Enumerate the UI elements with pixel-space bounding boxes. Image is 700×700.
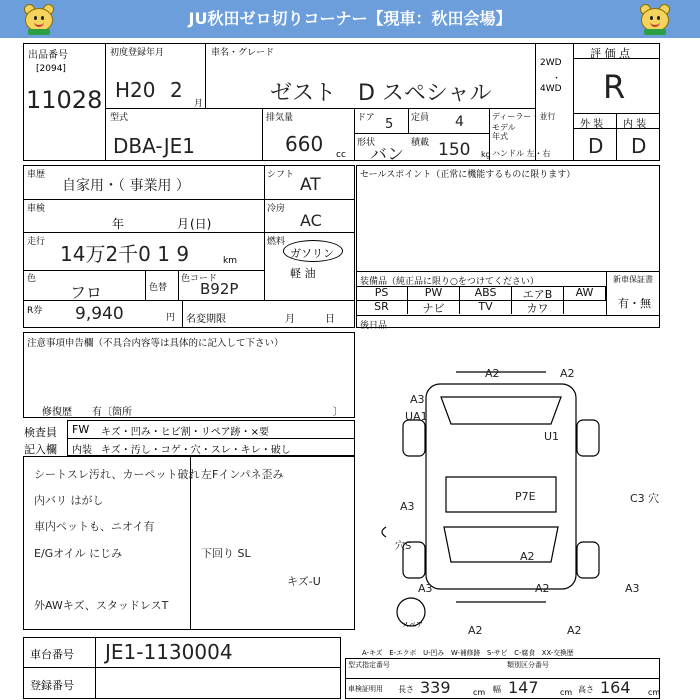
chassis-value: JE1-1130004	[105, 640, 233, 664]
warranty-value: 有・無	[618, 297, 651, 310]
recycle-unit: 円	[166, 313, 176, 323]
spec-type-label: 型式指定番号	[348, 661, 390, 669]
diagram-mark-13: A2	[567, 624, 582, 637]
color-label: 色	[27, 274, 37, 284]
fuel-gas: ガソリン	[290, 247, 334, 260]
inspection-year: 年	[112, 217, 125, 231]
nameplate-month: 月	[285, 314, 295, 325]
rating-label: 評 価 点	[590, 47, 630, 60]
dealer-label: ディーラー・並行	[492, 112, 556, 121]
equipment-label: 装備品（純正品に限り○をつけてください）	[360, 277, 539, 287]
displacement-unit: cc	[336, 150, 346, 160]
spare-label: スペア	[402, 621, 423, 629]
interior-label: 内 装	[623, 119, 647, 130]
diagram-mark-10: A2	[535, 582, 550, 595]
first-reg-month: 2	[170, 78, 183, 102]
year-label: 年式	[492, 132, 508, 141]
spec-width: 147	[508, 678, 539, 697]
remark-left-2: 内バリ はがし	[34, 494, 104, 507]
handle-label: ハンドル 左・右	[492, 149, 551, 158]
first-reg-value: H20	[115, 78, 156, 102]
repair-value: 有〔箇所	[92, 407, 132, 418]
history-value: 自家用・（ 事業用 ）	[62, 178, 190, 194]
fuel-gas-circle	[283, 240, 343, 262]
check-row-1: キズ・凹み・ヒビ割・リペア跡・×要	[101, 427, 269, 438]
nameplate-day: 日	[325, 314, 335, 325]
mileage-unit: km	[223, 256, 237, 266]
spec-length-label: 長さ	[398, 685, 414, 694]
lot-number: 11028	[26, 86, 103, 114]
name-label: 車名・グレード	[211, 48, 275, 58]
equipment-item-b-2: ナビ	[408, 300, 460, 314]
remark-left-5: 外AWキズ、スタッドレスT	[34, 599, 169, 612]
equipment-item-5: AW	[564, 286, 606, 300]
reg-no-label: 登録番号	[30, 679, 74, 692]
equipment-item-2: PW	[408, 286, 460, 300]
spec-class-label: 類別区分番号	[507, 661, 549, 669]
check-fw: FW	[72, 423, 90, 436]
diagram-mark-8: C3 穴	[630, 492, 660, 505]
diagram-mark-6: A3	[400, 500, 415, 513]
aircon-label: 冷房	[267, 204, 286, 214]
diagram-mark-12: A2	[468, 624, 483, 637]
aircon-value: AC	[300, 211, 322, 230]
model-value: DBA-JE1	[113, 134, 195, 158]
damage-legend: A-キズ E-エクボ U-凹み W-補修跡 S-サビ C-腐食 XX-交換歴	[362, 649, 574, 657]
diagram-mark-5: U1	[544, 430, 560, 443]
spec-cert-label: 車検証明用	[348, 685, 383, 693]
drive-4wd: 4WD	[540, 84, 562, 94]
mileage-label: 走行	[27, 237, 46, 247]
spec-length-unit: cm	[473, 688, 486, 697]
interior-value: D	[631, 134, 647, 158]
capacity-label: 定員	[411, 113, 430, 123]
lot-code: [2094]	[36, 64, 66, 74]
shift-value: AT	[300, 175, 321, 195]
notes-label: 注意事項申告欄（不具合内容等は具体的に記入して下さい）	[27, 338, 284, 349]
load-label: 積載	[411, 138, 430, 148]
spec-height-unit: cm	[648, 688, 661, 697]
color-value: フロ	[70, 283, 103, 302]
page-title: JU秋田ゼロ切りコーナー【現車：秋田会場】	[188, 9, 512, 28]
inspector-label: 検査員	[24, 426, 57, 439]
model-year-label: モデル	[492, 123, 516, 132]
diagram-mark-7: P7E	[515, 490, 536, 503]
diagram-mark-9: A3	[418, 582, 433, 595]
color-code: B92P	[200, 280, 239, 298]
warranty-label: 新車保証書	[613, 275, 653, 284]
lot-label: 出品番号	[28, 50, 68, 61]
load-value: 150	[438, 140, 471, 160]
first-reg-month-unit: 月	[194, 99, 204, 109]
equipment-row-2	[356, 300, 606, 314]
check-row-2-label: 内装	[72, 445, 92, 456]
inspection-month: 月	[177, 217, 190, 231]
spec-height: 164	[600, 678, 631, 697]
diagram-mark-3: A3	[410, 393, 425, 406]
chassis-label: 車台番号	[30, 648, 74, 661]
fuel-label: 燃料	[267, 237, 286, 247]
diagram-mark-15: A2	[520, 550, 535, 563]
check-row-2: キズ・汚し・コゲ・穴・スレ・キレ・破し	[101, 445, 291, 456]
mascot-bear-icon-right	[638, 2, 672, 36]
equipment-item-1: PS	[356, 286, 408, 300]
load-unit: kg	[481, 150, 491, 159]
diagram-mark-4: UA1	[405, 410, 428, 423]
equipment-item-b-3: TV	[460, 300, 512, 314]
sales-point-label: セールスポイント（正常に機能するものに限ります）	[360, 170, 576, 180]
fuel-diesel: 軽 油	[290, 267, 316, 280]
mileage-value: 14万2千0 1 9	[60, 242, 190, 266]
remark-left-1: シートスレ汚れ、カーペット破れ	[34, 468, 200, 481]
spec-length: 339	[420, 678, 451, 697]
first-reg-label: 初度登録年月	[110, 48, 165, 58]
capacity-value: 4	[455, 114, 464, 130]
recycle-value: 9,940	[75, 304, 124, 324]
equipment-item-4: エアB	[512, 286, 564, 300]
drive-dot: ・	[552, 74, 562, 84]
diagram-mark-2: A2	[560, 367, 575, 380]
remark-right-2: 下回り SL	[201, 547, 251, 560]
remark-left-3: 車内ペットも、ニオイ有	[34, 520, 155, 533]
inspection-label: 車検	[27, 204, 46, 214]
equipment-item-b-4: カワ	[512, 300, 564, 314]
inspection-day: (日)	[190, 217, 212, 231]
door-label: ドア	[357, 113, 375, 123]
shape-label: 形状	[357, 138, 376, 148]
drive-2wd: 2WD	[540, 58, 562, 68]
history-label: 車歴	[27, 170, 46, 180]
spec-width-label: 幅	[493, 685, 501, 694]
recycle-label: R券	[27, 306, 43, 316]
equipment-row-1	[356, 286, 606, 300]
door-value: 5	[385, 117, 394, 132]
diagram-mark-11: A3	[625, 582, 640, 595]
repair-end: 〕	[333, 407, 343, 418]
remark-right-1: 左Fインパネ歪み	[201, 468, 284, 481]
equipment-other-label: 後日品	[360, 321, 388, 331]
shape-value: バン	[370, 145, 404, 165]
spec-height-label: 高さ	[578, 685, 594, 694]
spec-width-unit: cm	[560, 688, 573, 697]
remark-left-4: E/Gオイル にじみ	[34, 547, 123, 560]
nameplate-label: 名変期限	[186, 314, 226, 325]
mascot-bear-icon	[22, 2, 56, 36]
rating-value: R	[603, 68, 626, 106]
equipment-item-3: ABS	[460, 286, 512, 300]
displacement-label: 排気量	[266, 113, 294, 123]
displacement-value: 660	[285, 132, 324, 156]
color-code-label: 色コード	[181, 274, 218, 284]
exterior-value: D	[588, 134, 604, 158]
diagram-mark-1: A2	[485, 367, 500, 380]
vehicle-name: ゼスト D スペシャル	[270, 81, 492, 106]
entry-label: 記入欄	[24, 443, 57, 456]
color-tone-label: 色替	[149, 283, 168, 293]
car-damage-diagram	[356, 332, 660, 632]
remark-right-3: キズ-U	[287, 575, 321, 588]
model-label: 型式	[110, 113, 129, 123]
diagram-mark-14: 穴S	[395, 541, 412, 552]
exterior-label: 外 装	[580, 119, 604, 130]
shift-label: シフト	[267, 170, 295, 180]
equipment-item-b-1: SR	[356, 300, 408, 314]
repair-label: 修復歴	[42, 407, 72, 418]
